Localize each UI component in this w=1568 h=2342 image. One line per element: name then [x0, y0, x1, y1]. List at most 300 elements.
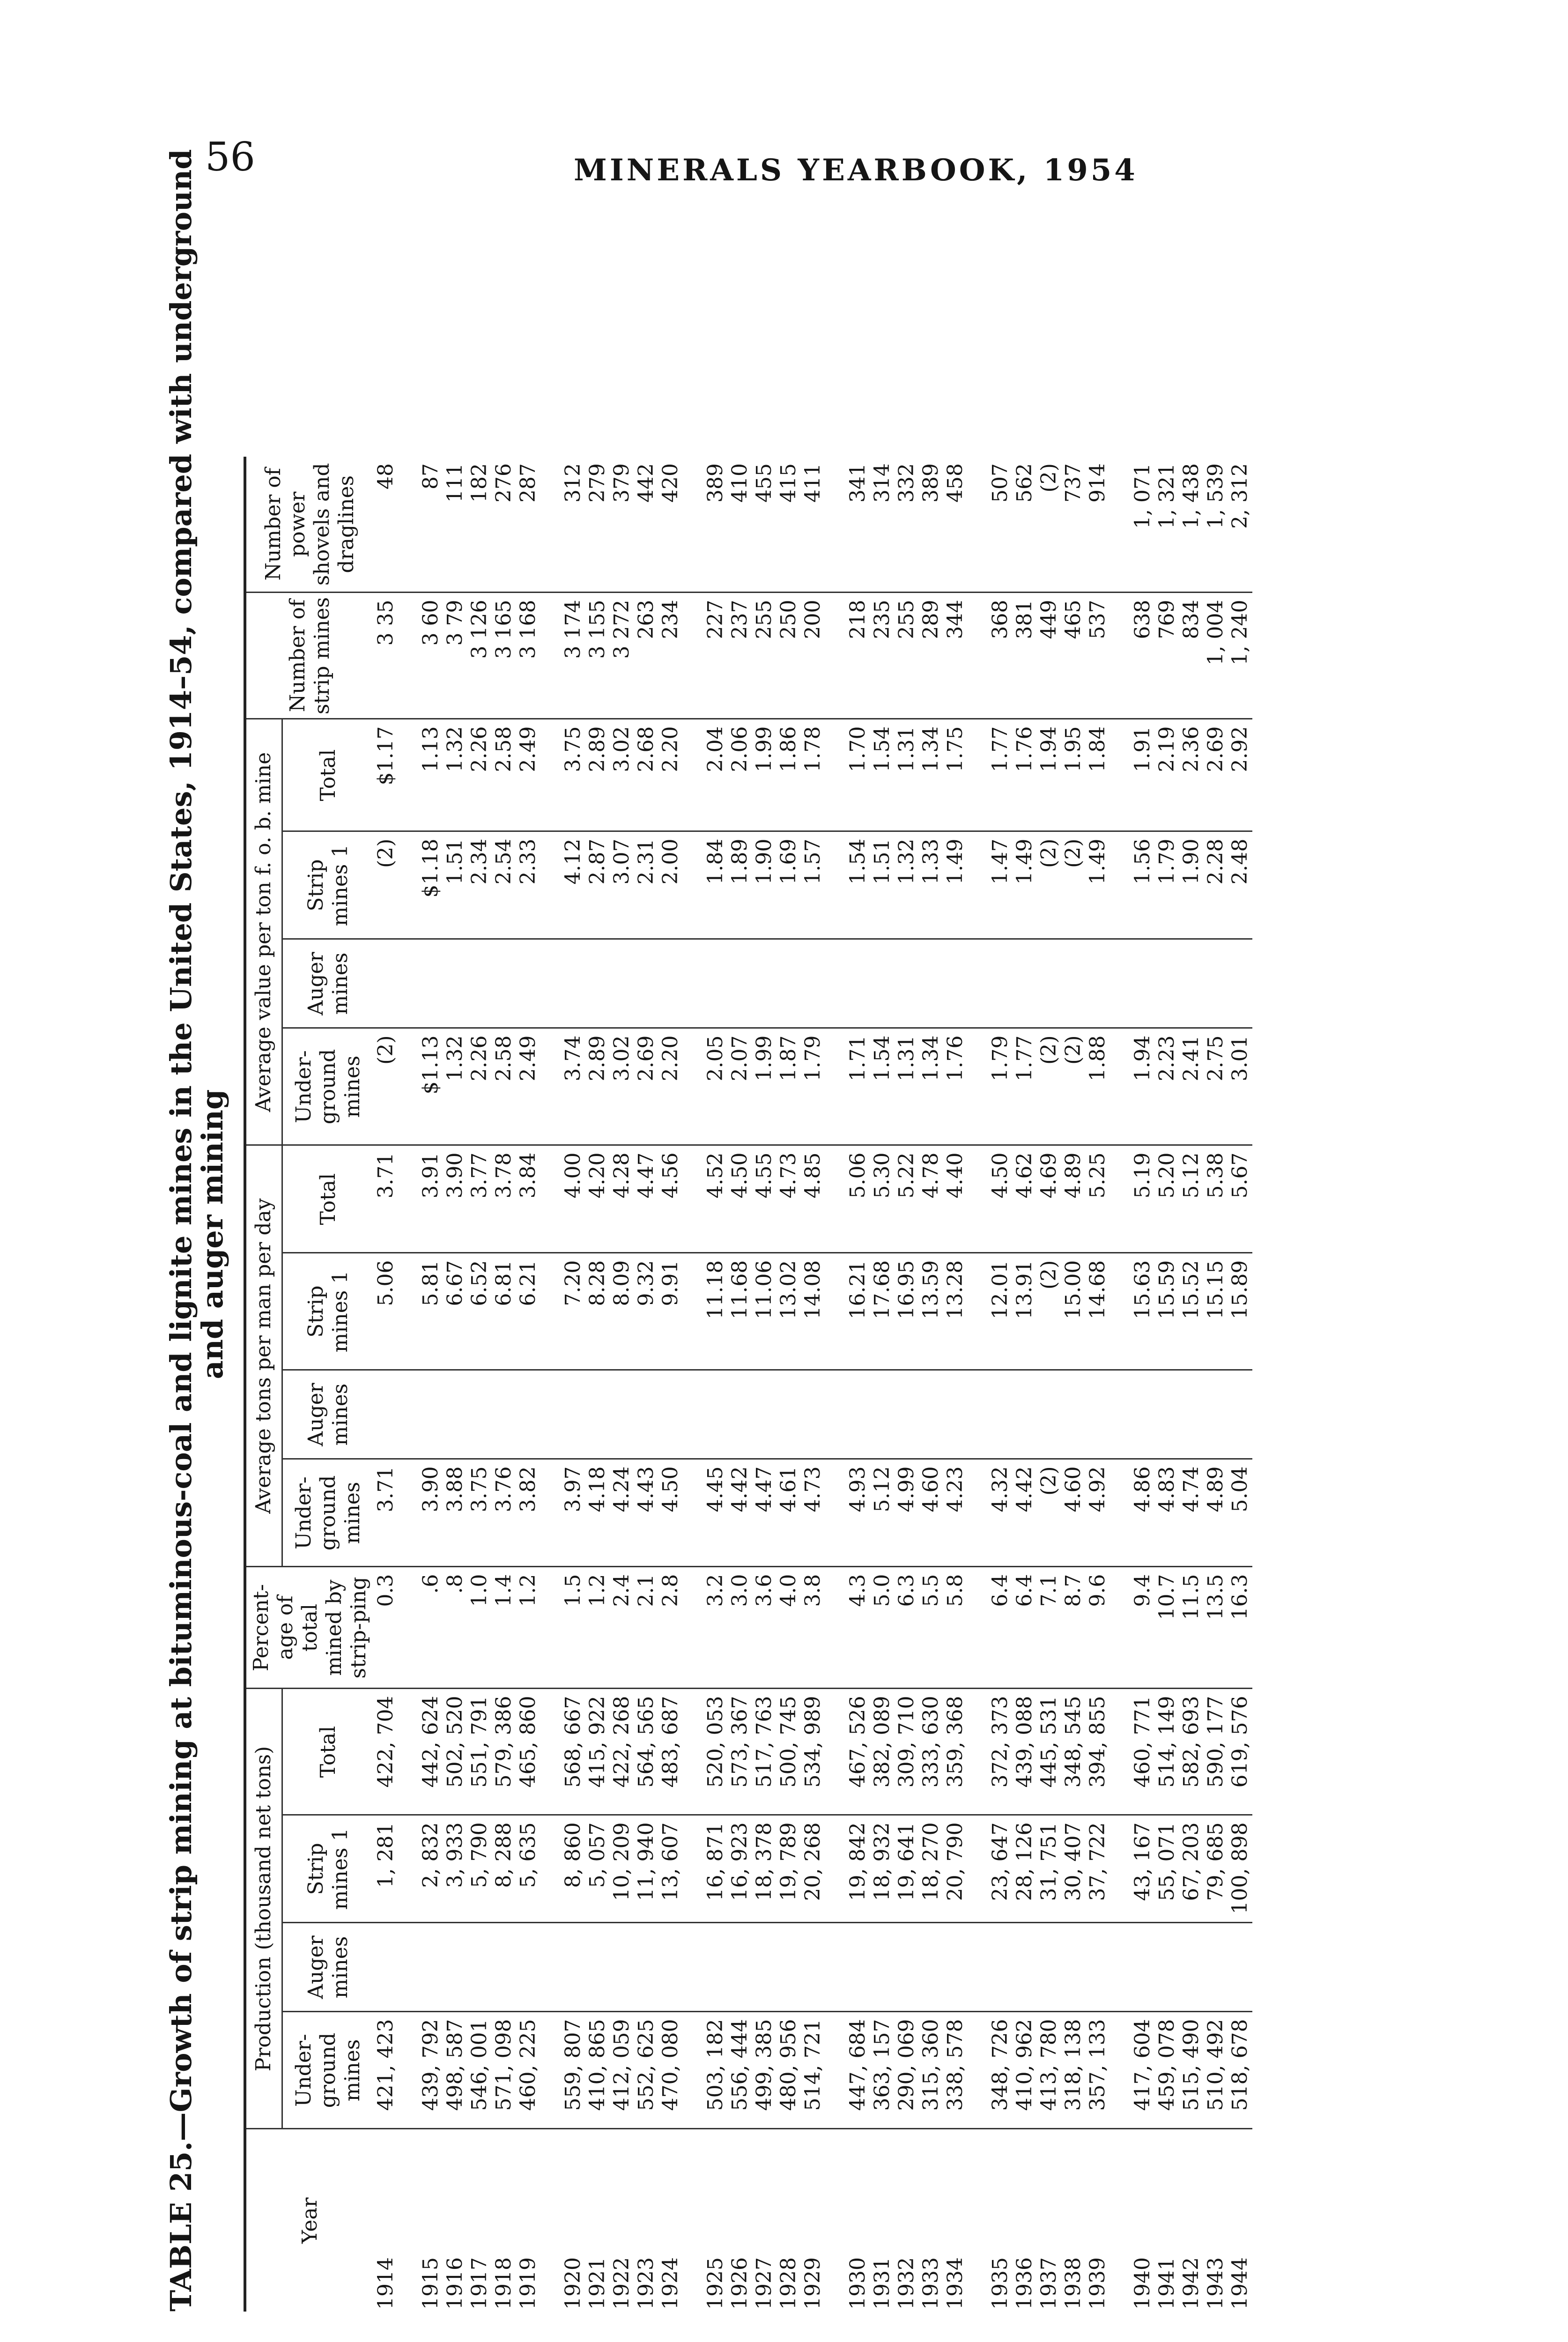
cell-value-auger [1061, 939, 1086, 1028]
cell-value-total: 2.26 [467, 719, 492, 831]
cell-prod-strip: 37, 722 [1086, 1815, 1110, 1923]
cell-tons-auger [1179, 1370, 1204, 1459]
cell-percent-strip: 11.5 [1179, 1567, 1204, 1689]
cell-value-strip: 1.33 [919, 831, 943, 939]
table-row [988, 457, 1013, 2312]
cell-value-auger [492, 939, 516, 1028]
cell-value-auger [943, 939, 968, 1028]
cell-value-strip: 1.57 [801, 831, 825, 939]
cell-prod-underground: 518, 678 [1228, 2012, 1252, 2129]
cell-prod-auger [1131, 1923, 1155, 2012]
strip-mining-table [244, 457, 1252, 2312]
cell-tons-strip: 11.18 [703, 1253, 728, 1370]
cell-tons-strip: 11.06 [752, 1253, 777, 1370]
table-title-continued: and auger mining [195, 1089, 229, 1379]
cell-prod-strip: 5, 790 [467, 1815, 492, 1923]
cell-prod-auger [943, 1923, 968, 2012]
cell-prod-strip: 100, 898 [1228, 1815, 1252, 1923]
cell-number-power-shovels: 341 [846, 457, 870, 593]
cell-prod-auger [1037, 1923, 1061, 2012]
cell-year: 1919 [516, 2257, 540, 2310]
cell-year: 1921 [585, 2257, 609, 2310]
table-row [1131, 457, 1155, 2312]
table-row [1155, 457, 1179, 2312]
cell-number-strip-mines: 3 168 [516, 593, 540, 719]
cell-value-total: 2.68 [634, 719, 658, 831]
cell-value-underground: 2.20 [658, 1028, 683, 1145]
cell-tons-total: 4.50 [728, 1145, 752, 1253]
cell-value-auger [516, 939, 540, 1028]
cell-prod-underground: 459, 078 [1155, 2012, 1179, 2129]
cell-number-power-shovels: 2, 312 [1228, 457, 1252, 593]
cell-tons-total: 5.67 [1228, 1145, 1252, 1253]
cell-prod-underground: 546, 001 [467, 2012, 492, 2129]
cell-value-total: 3.02 [610, 719, 634, 831]
cell-prod-total: 394, 855 [1086, 1689, 1110, 1815]
cell-tons-total: 4.47 [634, 1145, 658, 1253]
cell-tons-underground: 5.04 [1228, 1459, 1252, 1567]
cell-number-power-shovels: 507 [988, 457, 1013, 593]
cell-value-strip: 1.56 [1131, 831, 1155, 939]
cell-value-underground: (2) [374, 1028, 398, 1145]
cell-year: 1931 [870, 2257, 894, 2310]
cell-percent-strip: 6.3 [895, 1567, 919, 1689]
cell-number-strip-mines: 1, 004 [1204, 593, 1228, 719]
cell-tons-strip: 14.08 [801, 1253, 825, 1370]
table-row [561, 457, 585, 2312]
cell-number-power-shovels: 1, 438 [1179, 457, 1204, 593]
cell-value-underground: 3.02 [610, 1028, 634, 1145]
cell-tons-strip: 6.52 [467, 1253, 492, 1370]
cell-percent-strip: 2.8 [658, 1567, 683, 1689]
cell-tons-auger [1131, 1370, 1155, 1459]
cell-prod-strip: 8, 860 [561, 1815, 585, 1923]
cell-value-auger [634, 939, 658, 1028]
cell-value-auger [919, 939, 943, 1028]
cell-tons-strip: 5.81 [419, 1253, 443, 1370]
cell-value-underground: 2.05 [703, 1028, 728, 1145]
cell-percent-strip: 8.7 [1061, 1567, 1086, 1689]
cell-value-total: 1.31 [895, 719, 919, 831]
cell-tons-total: 4.56 [658, 1145, 683, 1253]
cell-tons-underground: 4.92 [1086, 1459, 1110, 1567]
cell-prod-underground: 499, 385 [752, 2012, 777, 2129]
cell-number-power-shovels: 182 [467, 457, 492, 593]
cell-value-strip: 1.54 [846, 831, 870, 939]
cell-year: 1943 [1204, 2257, 1228, 2310]
cell-percent-strip: 9.4 [1131, 1567, 1155, 1689]
cell-tons-underground: 4.60 [1061, 1459, 1086, 1567]
cell-value-underground: 1.32 [443, 1028, 467, 1145]
cell-prod-auger [561, 1923, 585, 2012]
cell-prod-total: 582, 693 [1179, 1689, 1204, 1815]
cell-number-strip-mines: 1, 240 [1228, 593, 1252, 719]
cell-value-total: 1.91 [1131, 719, 1155, 831]
table-row [374, 457, 398, 2312]
cell-percent-strip: 10.7 [1155, 1567, 1179, 1689]
table-row [1204, 457, 1228, 2312]
header-tons-strip: Strip mines 1 [282, 1253, 374, 1370]
cell-value-underground: 1.34 [919, 1028, 943, 1145]
cell-prod-total: 502, 520 [443, 1689, 467, 1815]
cell-value-strip: 1.49 [1013, 831, 1037, 939]
cell-tons-auger [943, 1370, 968, 1459]
cell-prod-total: 422, 268 [610, 1689, 634, 1815]
cell-number-strip-mines: 3 60 [419, 593, 443, 719]
cell-value-strip: (2) [1037, 831, 1061, 939]
cell-value-underground: 2.26 [467, 1028, 492, 1145]
header-prod-total: Total [282, 1689, 374, 1815]
table-row [870, 457, 895, 2312]
cell-number-power-shovels: 48 [374, 457, 398, 593]
cell-value-underground: 1.54 [870, 1028, 895, 1145]
cell-value-total: 2.06 [728, 719, 752, 831]
cell-prod-underground: 357, 133 [1086, 2012, 1110, 2129]
cell-prod-underground: 470, 080 [658, 2012, 683, 2129]
cell-value-auger [1086, 939, 1110, 1028]
header-year: Year [245, 2129, 374, 2312]
cell-tons-strip: 8.28 [585, 1253, 610, 1370]
cell-value-underground: 2.41 [1179, 1028, 1204, 1145]
cell-tons-underground: 4.32 [988, 1459, 1013, 1567]
cell-value-underground: 1.87 [777, 1028, 801, 1145]
cell-value-underground: $1.13 [419, 1028, 443, 1145]
cell-number-power-shovels: 1, 071 [1131, 457, 1155, 593]
cell-tons-strip: 15.52 [1179, 1253, 1204, 1370]
cell-tons-auger [658, 1370, 683, 1459]
cell-year: 1933 [919, 2257, 943, 2310]
table-row [1086, 457, 1110, 2312]
table-row [943, 457, 968, 2312]
cell-tons-total: 4.50 [988, 1145, 1013, 1253]
cell-year: 1914 [374, 2257, 398, 2310]
cell-number-power-shovels: 410 [728, 457, 752, 593]
table-row [801, 457, 825, 2312]
cell-prod-underground: 410, 962 [1013, 2012, 1037, 2129]
cell-value-strip: 1.47 [988, 831, 1013, 939]
cell-tons-auger [1155, 1370, 1179, 1459]
header-prod-auger: Auger mines [282, 1923, 374, 2012]
group-spacer [683, 457, 703, 2312]
header-number-power-shovels: Number of power shovels and draglines [245, 457, 374, 593]
cell-year: 1916 [443, 2257, 467, 2310]
table-row [419, 457, 443, 2312]
table-body [374, 457, 1252, 2312]
cell-value-underground: 1.99 [752, 1028, 777, 1145]
table-row [467, 457, 492, 2312]
cell-number-power-shovels: 1, 321 [1155, 457, 1179, 593]
cell-percent-strip: 1.4 [492, 1567, 516, 1689]
cell-value-auger [374, 939, 398, 1028]
cell-number-power-shovels: 87 [419, 457, 443, 593]
cell-tons-strip: 13.28 [943, 1253, 968, 1370]
cell-year: 1932 [895, 2257, 918, 2310]
cell-prod-total: 439, 088 [1013, 1689, 1037, 1815]
cell-year: 1924 [658, 2257, 682, 2310]
cell-prod-auger [846, 1923, 870, 2012]
table-row [585, 457, 610, 2312]
group-spacer [968, 457, 988, 2312]
cell-number-strip-mines: 200 [801, 593, 825, 719]
cell-tons-underground: 4.99 [895, 1459, 919, 1567]
cell-value-total: 1.94 [1037, 719, 1061, 831]
cell-value-underground: 2.49 [516, 1028, 540, 1145]
cell-value-total: 2.58 [492, 719, 516, 831]
cell-value-total: 3.75 [561, 719, 585, 831]
cell-value-total: 1.76 [1013, 719, 1037, 831]
cell-prod-strip: 19, 641 [895, 1815, 919, 1923]
cell-year: 1935 [988, 2257, 1012, 2310]
cell-prod-underground: 410, 865 [585, 2012, 610, 2129]
cell-prod-underground: 290, 069 [895, 2012, 919, 2129]
cell-value-underground: 2.89 [585, 1028, 610, 1145]
cell-tons-underground: (2) [1037, 1459, 1061, 1567]
cell-tons-underground: 4.60 [919, 1459, 943, 1567]
cell-tons-total: 3.90 [443, 1145, 467, 1253]
header-value-total: Total [282, 719, 374, 831]
group-spacer [540, 457, 561, 2312]
cell-prod-auger [374, 1923, 398, 2012]
cell-prod-total: 517, 763 [752, 1689, 777, 1815]
cell-number-strip-mines: 235 [870, 593, 895, 719]
cell-tons-total: 4.55 [752, 1145, 777, 1253]
cell-prod-auger [1155, 1923, 1179, 2012]
cell-year: 1940 [1131, 2257, 1154, 2310]
cell-tons-auger [374, 1370, 398, 1459]
cell-number-strip-mines: 3 126 [467, 593, 492, 719]
cell-prod-total: 309, 710 [895, 1689, 919, 1815]
cell-percent-strip: 6.4 [1013, 1567, 1037, 1689]
cell-tons-auger [419, 1370, 443, 1459]
cell-number-power-shovels: 379 [610, 457, 634, 593]
cell-prod-strip: 67, 203 [1179, 1815, 1204, 1923]
cell-tons-auger [919, 1370, 943, 1459]
cell-value-strip: 1.51 [443, 831, 467, 939]
cell-prod-underground: 447, 684 [846, 2012, 870, 2129]
cell-value-total: 1.34 [919, 719, 943, 831]
cell-value-total: 1.95 [1061, 719, 1086, 831]
cell-value-strip: 2.28 [1204, 831, 1228, 939]
cell-value-underground: 1.79 [801, 1028, 825, 1145]
cell-value-underground: 3.01 [1228, 1028, 1252, 1145]
cell-tons-auger [516, 1370, 540, 1459]
cell-year: 1934 [943, 2257, 967, 2310]
cell-value-auger [728, 939, 752, 1028]
cell-tons-underground: 4.61 [777, 1459, 801, 1567]
cell-tons-total: 4.62 [1013, 1145, 1037, 1253]
cell-value-underground: 2.58 [492, 1028, 516, 1145]
cell-tons-underground: 3.71 [374, 1459, 398, 1567]
cell-value-total: 2.20 [658, 719, 683, 831]
cell-prod-auger [419, 1923, 443, 2012]
cell-value-total: 2.49 [516, 719, 540, 831]
cell-tons-auger [988, 1370, 1013, 1459]
cell-percent-strip: 1.2 [585, 1567, 610, 1689]
cell-prod-strip: 1, 281 [374, 1815, 398, 1923]
cell-value-auger [1037, 939, 1061, 1028]
cell-tons-auger [703, 1370, 728, 1459]
cell-prod-auger [492, 1923, 516, 2012]
cell-tons-total: 5.12 [1179, 1145, 1204, 1253]
cell-prod-total: 590, 177 [1204, 1689, 1228, 1815]
cell-year: 1925 [703, 2257, 727, 2310]
cell-prod-strip: 11, 940 [634, 1815, 658, 1923]
cell-tons-strip: 12.01 [988, 1253, 1013, 1370]
cell-number-strip-mines: 289 [919, 593, 943, 719]
cell-prod-strip: 16, 923 [728, 1815, 752, 1923]
cell-year: 1944 [1228, 2257, 1252, 2310]
cell-percent-strip: 1.2 [516, 1567, 540, 1689]
cell-tons-underground: 4.45 [703, 1459, 728, 1567]
cell-year: 1920 [561, 2257, 585, 2310]
cell-year: 1915 [419, 2257, 443, 2310]
cell-number-strip-mines: 638 [1131, 593, 1155, 719]
cell-tons-auger [752, 1370, 777, 1459]
header-percent-strip: Percent-age of total mined by strip-ping [245, 1567, 374, 1689]
cell-year: 1930 [846, 2257, 870, 2310]
cell-prod-underground: 552, 625 [634, 2012, 658, 2129]
cell-number-power-shovels: 111 [443, 457, 467, 593]
cell-number-strip-mines: 227 [703, 593, 728, 719]
cell-value-total: 1.86 [777, 719, 801, 831]
cell-value-total: 2.36 [1179, 719, 1204, 831]
cell-percent-strip: 13.5 [1204, 1567, 1228, 1689]
cell-tons-auger [1228, 1370, 1252, 1459]
cell-prod-auger [895, 1923, 919, 2012]
cell-year: 1923 [634, 2257, 658, 2310]
cell-year: 1936 [1013, 2257, 1036, 2310]
cell-year: 1918 [492, 2257, 516, 2310]
cell-tons-strip: 17.68 [870, 1253, 895, 1370]
cell-prod-total: 333, 630 [919, 1689, 943, 1815]
cell-tons-strip: 11.68 [728, 1253, 752, 1370]
cell-tons-total: 4.73 [777, 1145, 801, 1253]
cell-value-total: 2.19 [1155, 719, 1179, 831]
cell-prod-underground: 348, 726 [988, 2012, 1013, 2129]
cell-value-strip: 2.00 [658, 831, 683, 939]
cell-value-underground: 2.07 [728, 1028, 752, 1145]
cell-prod-total: 568, 667 [561, 1689, 585, 1815]
cell-percent-strip: 2.4 [610, 1567, 634, 1689]
cell-number-strip-mines: 769 [1155, 593, 1179, 719]
cell-value-auger [895, 939, 919, 1028]
cell-tons-underground: 3.82 [516, 1459, 540, 1567]
cell-value-strip: 2.54 [492, 831, 516, 939]
rotated-table-block [164, 149, 1349, 2312]
cell-value-auger [467, 939, 492, 1028]
cell-prod-underground: 412, 059 [610, 2012, 634, 2129]
cell-number-power-shovels: 420 [658, 457, 683, 593]
cell-prod-total: 573, 367 [728, 1689, 752, 1815]
cell-value-auger [658, 939, 683, 1028]
cell-tons-total: 5.30 [870, 1145, 895, 1253]
header-value-strip: Strip mines 1 [282, 831, 374, 939]
cell-number-power-shovels: 389 [919, 457, 943, 593]
cell-number-strip-mines: 255 [752, 593, 777, 719]
cell-tons-auger [561, 1370, 585, 1459]
cell-number-power-shovels: 455 [752, 457, 777, 593]
header-tons-underground: Under-ground mines [282, 1459, 374, 1567]
table-row [492, 457, 516, 2312]
header-tons-per-man: Average tons per man per day [245, 1145, 282, 1567]
cell-percent-strip: .8 [443, 1567, 467, 1689]
cell-prod-strip: 5, 057 [585, 1815, 610, 1923]
cell-percent-strip: 7.1 [1037, 1567, 1061, 1689]
cell-number-power-shovels: 458 [943, 457, 968, 593]
table-row [895, 457, 919, 2312]
cell-tons-total: 4.20 [585, 1145, 610, 1253]
cell-tons-total: 3.91 [419, 1145, 443, 1253]
cell-tons-total: 5.19 [1131, 1145, 1155, 1253]
cell-prod-strip: 19, 789 [777, 1815, 801, 1923]
cell-prod-strip: 55, 071 [1155, 1815, 1179, 1923]
cell-value-strip: 1.32 [895, 831, 919, 939]
cell-prod-auger [752, 1923, 777, 2012]
cell-prod-underground: 480, 956 [777, 2012, 801, 2129]
cell-percent-strip: 3.6 [752, 1567, 777, 1689]
cell-prod-strip: 10, 209 [610, 1815, 634, 1923]
cell-tons-strip: 6.67 [443, 1253, 467, 1370]
table-row [1037, 457, 1061, 2312]
table-row [516, 457, 540, 2312]
cell-tons-strip: 16.95 [895, 1253, 919, 1370]
cell-value-strip: 3.07 [610, 831, 634, 939]
cell-value-strip: 1.69 [777, 831, 801, 939]
cell-prod-underground: 498, 587 [443, 2012, 467, 2129]
header-value-auger: Auger mines [282, 939, 374, 1028]
cell-prod-auger [988, 1923, 1013, 2012]
cell-prod-total: 579, 386 [492, 1689, 516, 1815]
cell-prod-auger [1061, 1923, 1086, 2012]
cell-prod-strip: 16, 871 [703, 1815, 728, 1923]
cell-value-underground: 1.88 [1086, 1028, 1110, 1145]
cell-number-strip-mines: 218 [846, 593, 870, 719]
cell-number-power-shovels: 562 [1013, 457, 1037, 593]
cell-prod-total: 551, 791 [467, 1689, 492, 1815]
cell-value-total: 2.89 [585, 719, 610, 831]
cell-prod-strip: 28, 126 [1013, 1815, 1037, 1923]
cell-prod-strip: 13, 607 [658, 1815, 683, 1923]
cell-prod-strip: 8, 288 [492, 1815, 516, 1923]
cell-tons-underground: 4.42 [1013, 1459, 1037, 1567]
cell-prod-strip: 2, 832 [419, 1815, 443, 1923]
cell-tons-total: 4.52 [703, 1145, 728, 1253]
cell-prod-underground: 559, 807 [561, 2012, 585, 2129]
cell-tons-auger [1086, 1370, 1110, 1459]
cell-value-total: 2.69 [1204, 719, 1228, 831]
cell-tons-auger [443, 1370, 467, 1459]
cell-value-strip: 2.87 [585, 831, 610, 939]
cell-prod-auger [443, 1923, 467, 2012]
cell-tons-underground: 4.50 [658, 1459, 683, 1567]
cell-number-power-shovels: 442 [634, 457, 658, 593]
cell-prod-auger [1013, 1923, 1037, 2012]
cell-prod-strip: 18, 932 [870, 1815, 895, 1923]
cell-tons-strip: 9.91 [658, 1253, 683, 1370]
running-head: MINERALS YEARBOOK, 1954 [574, 153, 1138, 188]
cell-tons-underground: 3.88 [443, 1459, 467, 1567]
cell-percent-strip: 5.8 [943, 1567, 968, 1689]
cell-prod-underground: 556, 444 [728, 2012, 752, 2129]
header-prod-strip: Strip mines 1 [282, 1815, 374, 1923]
cell-number-strip-mines: 250 [777, 593, 801, 719]
table-row [777, 457, 801, 2312]
cell-tons-auger [801, 1370, 825, 1459]
cell-prod-auger [801, 1923, 825, 2012]
cell-value-strip: 1.89 [728, 831, 752, 939]
cell-prod-auger [516, 1923, 540, 2012]
cell-tons-underground: 3.76 [492, 1459, 516, 1567]
